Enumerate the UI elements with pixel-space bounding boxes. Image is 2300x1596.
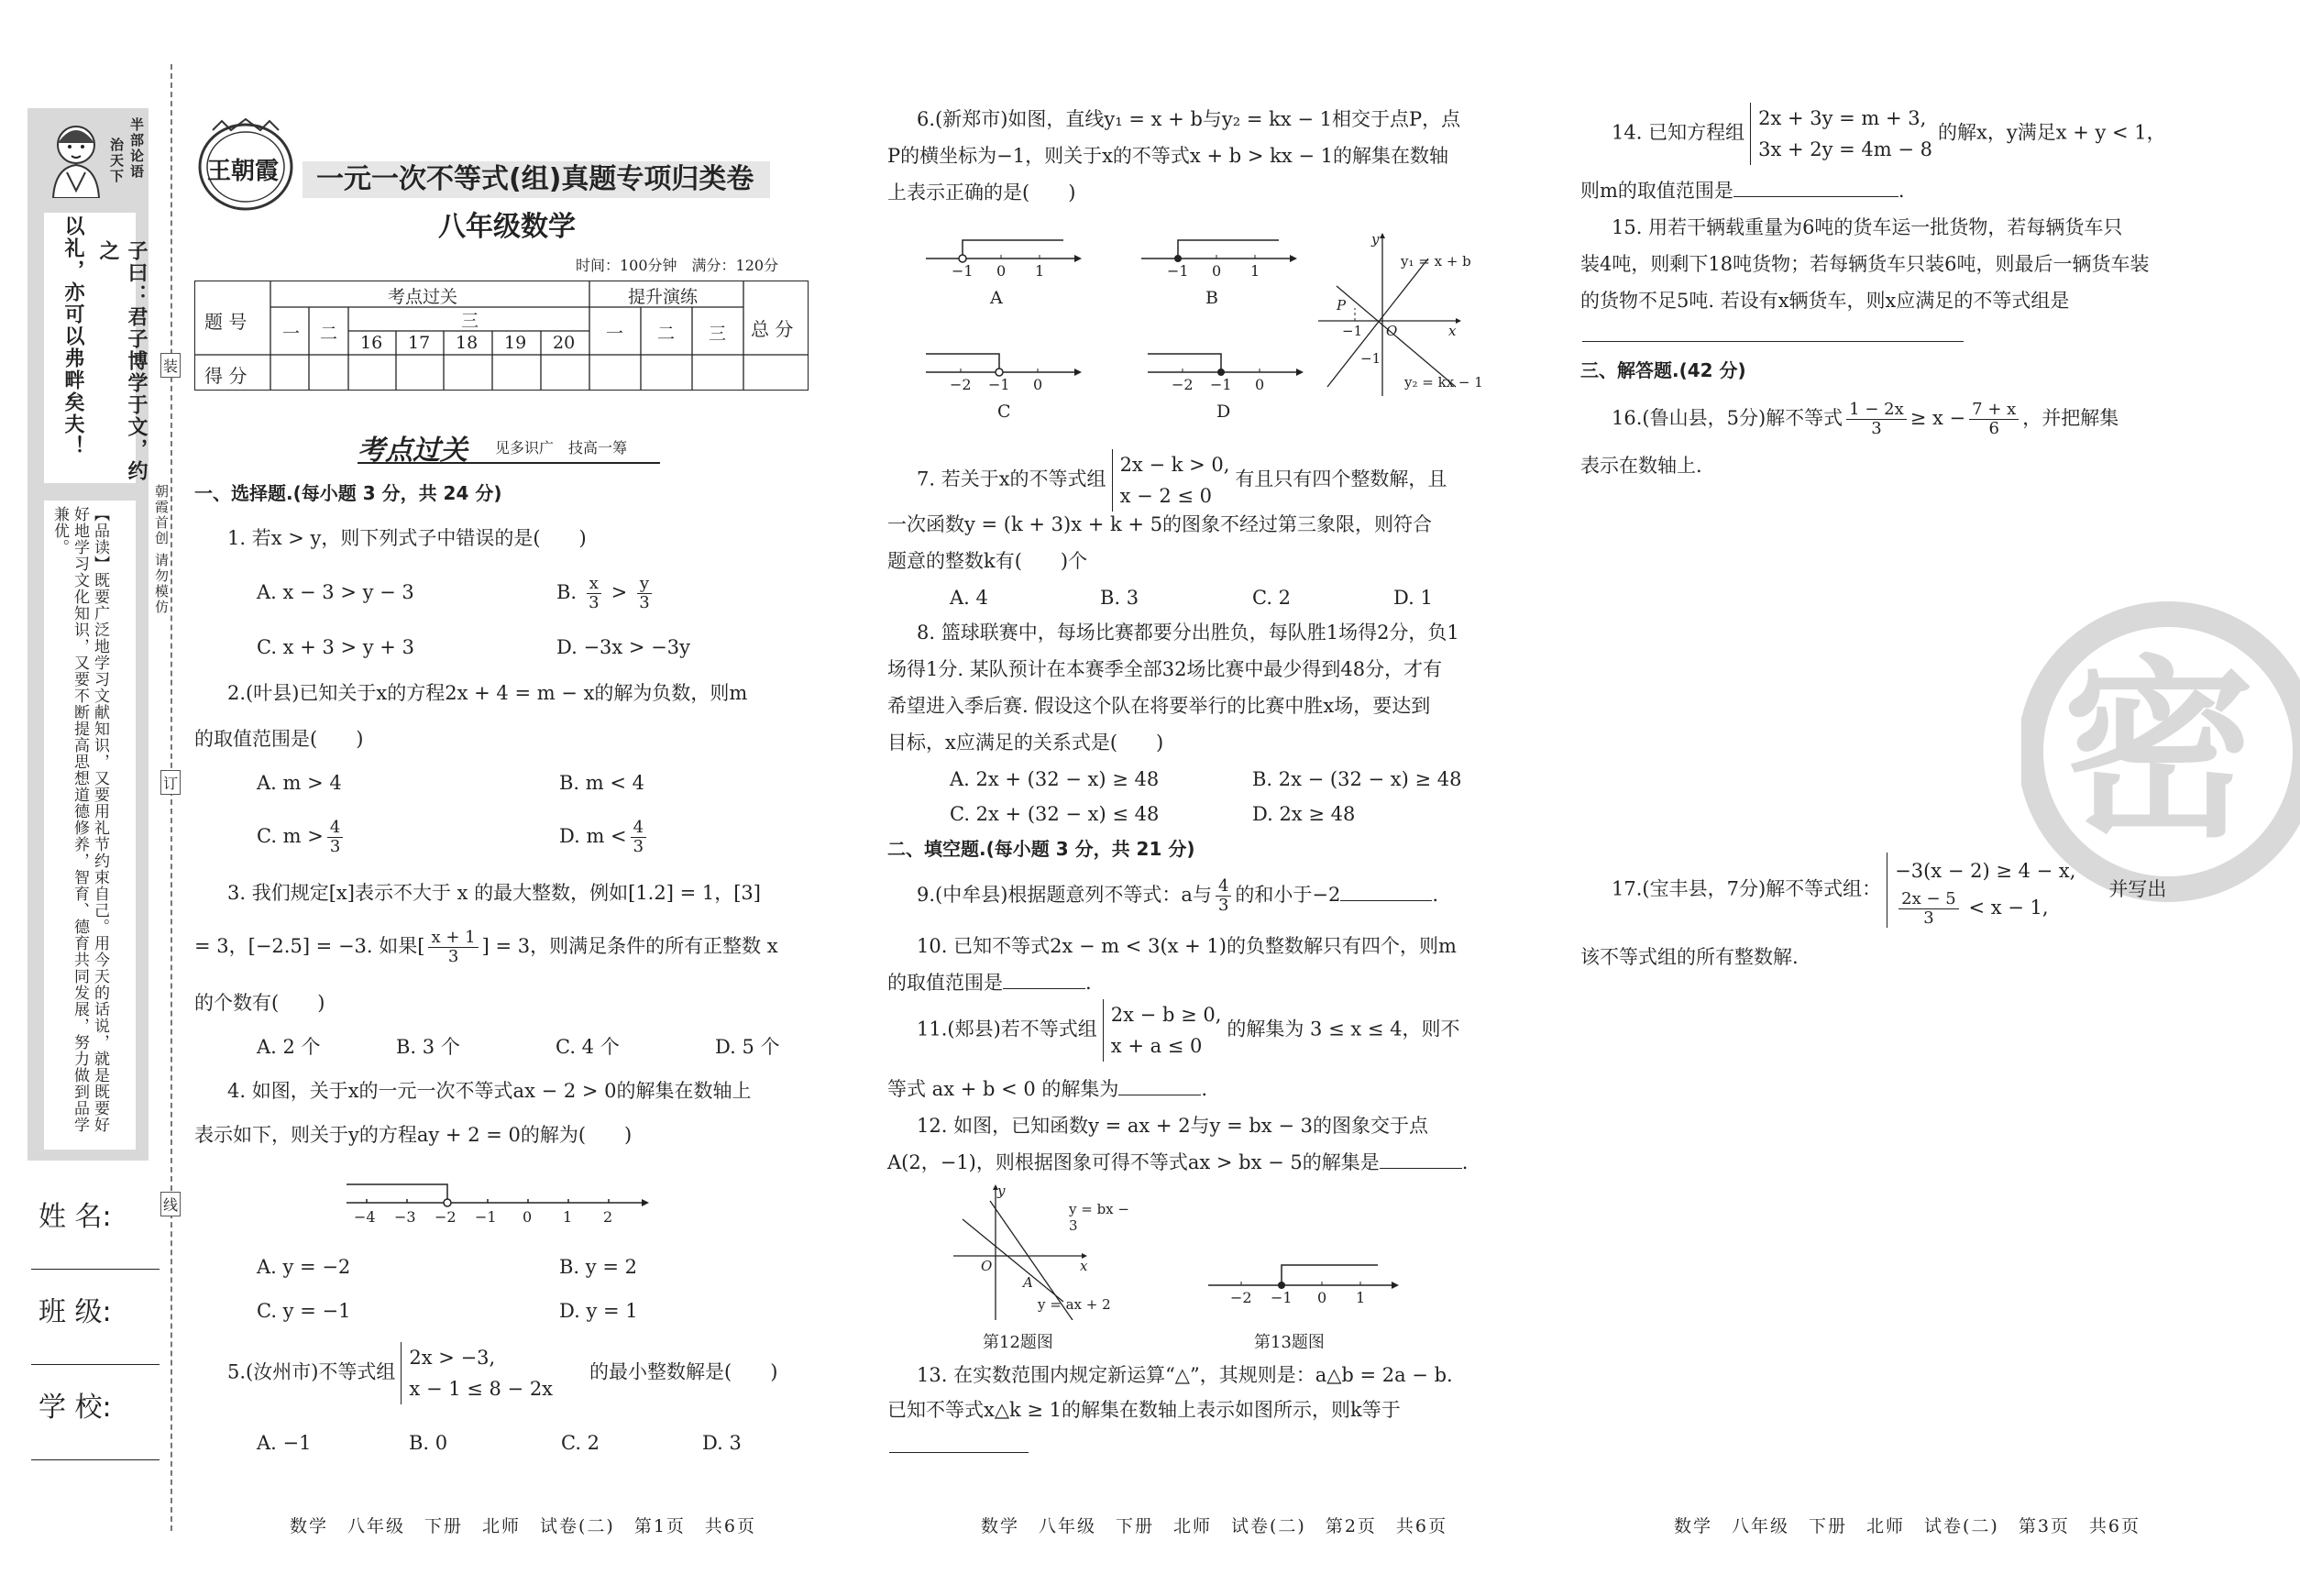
q2-stem-2: 的取值范围是( ) [194, 728, 364, 750]
q12-graph [953, 1183, 1137, 1320]
class-field[interactable] [31, 1364, 160, 1365]
cut-mark-3: 线 [160, 1192, 181, 1216]
q3-option-c[interactable]: C. 4 个 [556, 1036, 620, 1058]
q6c-tick-m1: −1 [988, 376, 1010, 393]
row2-label-cell: 得 分 [204, 365, 248, 387]
ext-col-1: 一 [606, 324, 624, 344]
q4-tick-4: −1 [475, 1208, 497, 1226]
q8-option-d[interactable]: D. 2x ≥ 48 [1252, 803, 1356, 825]
q7-option-a[interactable]: A. 4 [950, 587, 988, 609]
q8-stem-1: 8. 篮球联赛中，每场比赛都要分出胜负，每队胜1场得2分，负1 [917, 622, 1459, 644]
q1-stem: 1. 若x > y，则下列式子中错误的是( ) [227, 527, 587, 549]
read-text: 【品读】既要广泛地学习文献知识，又要用礼节约束自己。用今天的话说，就是既要好好地学习文化知识，又要不断提高思想道德修养，智育、德育共同发展，努力做到品学兼优。 [50, 506, 109, 1133]
q11-answer-blank[interactable] [1118, 1076, 1201, 1095]
q13-answer-blank[interactable] [889, 1452, 1029, 1453]
q9-stem: 9.(中牟县)根据题意列不等式：a与 $\frac{4}{3}$ 的和小于−2 . [917, 876, 1439, 915]
cut-mark-1: 装 [160, 353, 181, 378]
q6a-tick-1: 1 [1035, 262, 1045, 280]
q12g-l2: y = ax + 2 [1038, 1296, 1111, 1313]
section3-title: 三、解答题.(42 分) [1580, 359, 1746, 381]
q2-option-b[interactable]: B. m < 4 [559, 772, 645, 794]
q4-tick-1: −4 [354, 1208, 376, 1226]
motto-sub: 治天下 [108, 138, 125, 184]
q12g-y: y [997, 1183, 1006, 1199]
q4-number-line [347, 1177, 649, 1232]
q13-tick-0: 0 [1317, 1289, 1327, 1306]
q8-option-b[interactable]: B. 2x − (32 − x) ≥ 48 [1252, 768, 1462, 790]
q13-tick-m2: −2 [1230, 1289, 1252, 1306]
col-16: 16 [360, 333, 383, 353]
q4-option-d[interactable]: D. y = 1 [559, 1300, 638, 1322]
brand-logo [194, 117, 297, 213]
total-cell: 总 分 [751, 318, 794, 340]
section-banner [358, 427, 669, 467]
q15-stem-3: 的货物不足5吨. 若设有x辆货车，则x应满足的不等式组是 [1580, 290, 2070, 312]
q10-stem-1: 10. 已知不等式2x − m < 3(x + 1)的负整数解只有四个，则m [917, 935, 1457, 957]
q6-stem-3: 上表示正确的是( ) [887, 182, 1076, 204]
q6g-P: P [1337, 297, 1347, 314]
q6-stem-1: 6.(新郑市)如图，直线y₁ = x + b与y₂ = kx − 1相交于点P，点 [917, 108, 1461, 130]
q1-option-c[interactable]: C. x + 3 > y + 3 [257, 636, 414, 658]
q6c-tick-0: 0 [1033, 376, 1043, 393]
q7-option-c[interactable]: C. 2 [1252, 587, 1292, 609]
q6-option-b-figure[interactable] [1141, 231, 1297, 310]
q6-option-a-figure[interactable] [926, 231, 1082, 310]
q4-tick-3: −2 [435, 1208, 457, 1226]
school-label: 学 校: [39, 1392, 112, 1424]
q8-stem-4: 目标，x应满足的关系式是( ) [887, 732, 1164, 754]
q3-option-a[interactable]: A. 2 个 [257, 1036, 321, 1058]
q4-stem-1: 4. 如图，关于x的一元一次不等式ax − 2 > 0的解集在数轴上 [227, 1080, 752, 1102]
name-label: 姓 名: [39, 1201, 112, 1233]
q13-stem-2: 已知不等式x△k ≥ 1的解集在数轴上表示如图所示，则k等于 [887, 1399, 1401, 1421]
logo-text: 王朝霞 [207, 158, 280, 185]
quote-line-2: 以礼，亦可以弗畔矣夫！ [61, 215, 84, 457]
q8-stem-2: 场得1分. 某队预计在本赛季全部32场比赛中最少得到48分，才有 [887, 658, 1443, 680]
q13-caption: 第13题图 [1254, 1333, 1325, 1352]
q6-graph [1318, 231, 1492, 396]
q2-stem-1: 2.(叶县)已知关于x的方程2x + 4 = m − x的解为负数，则m [227, 682, 748, 704]
q14-stem-2: 则m的取值范围是 . [1580, 180, 1905, 202]
q6-option-c-figure[interactable] [926, 345, 1082, 424]
q12g-l1: y = bx − 3 [1069, 1201, 1129, 1234]
q12g-A: A [1023, 1274, 1033, 1291]
q6g-x: x [1448, 323, 1457, 339]
q15-answer-blank[interactable] [1582, 341, 1964, 342]
sub-three-cell: 三 [461, 311, 479, 331]
page-title: 一元一次不等式(组)真题专项归类卷 [316, 163, 754, 195]
col-18: 18 [456, 333, 479, 353]
q8-option-c[interactable]: C. 2x + (32 − x) ≤ 48 [950, 803, 1160, 825]
watermark-text: 密 [2063, 639, 2256, 864]
section1-title: 一、选择题.(每小题 3 分，共 24 分) [194, 482, 502, 504]
q6g-y: y [1371, 231, 1380, 248]
q12g-x: x [1080, 1258, 1088, 1274]
row1-label-cell: 题 号 [204, 311, 248, 333]
q6-option-b-label: B [1205, 288, 1218, 308]
q17-stem-1: 17.(宝丰县，7分)解不等式组： −3(x − 2) ≥ 4 − x, $\frac{2x - 5}{3}$ < x − 1, 并写出 [1612, 853, 2166, 928]
ext-col-3: 三 [709, 324, 727, 344]
q5-stem: 5.(汝州市)不等式组 2x > −3, x − 1 ≤ 8 − 2x 的最小整数解是( ) [227, 1342, 777, 1404]
cut-mark-2: 订 [160, 770, 181, 795]
q6g-y1: y₁ = x + b [1401, 253, 1471, 270]
q4-option-b[interactable]: B. y = 2 [559, 1256, 637, 1278]
q15-stem-1: 15. 用若干辆载重量为6吨的货车运一批货物，若每辆货车只 [1612, 216, 2123, 238]
q17-stem-2: 该不等式组的所有整数解. [1580, 946, 1799, 968]
col-17: 17 [408, 333, 431, 353]
q3-stem-2: = 3，[−2.5] = −3. 如果[ $\frac{x + 1}{3}$ ] = 3，则满足条件的所有正整数 x [194, 928, 778, 966]
q4-tick-2: −3 [394, 1208, 416, 1226]
q3-stem-3: 的个数有( ) [194, 992, 325, 1014]
q5-option-a[interactable]: A. −1 [257, 1432, 312, 1454]
q14-answer-blank[interactable] [1733, 178, 1898, 197]
q6g-m1y: −1 [1360, 350, 1381, 367]
q15-stem-2: 装4吨，则剩下18吨货物；若每辆货车只装6吨，则最后一辆货车装 [1580, 253, 2150, 275]
q12-stem-2: A(2，−1)，则根据图象可得不等式ax > bx − 5的解集是 . [887, 1151, 1469, 1173]
q1-option-b[interactable]: B. $\frac{x}{3}$ > $\frac{y}{3}$ [556, 574, 655, 612]
footer-page-2: 数学 八年级 下册 北师 试卷(二) 第2页 共6页 [981, 1516, 1448, 1536]
class-label: 班 级: [39, 1296, 112, 1328]
q7-option-b[interactable]: B. 3 [1100, 587, 1139, 609]
name-field[interactable] [31, 1269, 160, 1270]
col-19: 19 [504, 333, 527, 353]
q6d-tick-0: 0 [1255, 376, 1265, 393]
q12g-O: O [981, 1258, 993, 1274]
q7-stem-1: 7. 若关于x的不等式组 2x − k > 0, x − 2 ≤ 0 有且只有四个整数解，且 [917, 449, 1447, 512]
group2-cell: 提升演练 [628, 287, 699, 307]
q6g-O: O [1386, 323, 1398, 339]
section2-title: 二、填空题.(每小题 3 分，共 21 分) [887, 838, 1195, 860]
q6g-y2: y₂ = kx − 1 [1404, 374, 1483, 391]
banner-title: 考点过关 [358, 435, 468, 467]
q16-stem-2: 表示在数轴上. [1580, 455, 1702, 477]
col-20: 20 [553, 333, 576, 353]
q11-stem-2: 等式 ax + b < 0 的解集为 . [887, 1078, 1208, 1100]
q13-number-line [1208, 1258, 1401, 1309]
ext-col-2: 二 [657, 324, 676, 344]
banner-underline [358, 462, 660, 464]
q6d-tick-m1: −1 [1210, 376, 1232, 393]
q11-stem-1: 11.(郏县)若不等式组 2x − b ≥ 0, x + a ≤ 0 的解集为 3 ≤ x ≤ 4，则不 [917, 999, 1460, 1062]
q10-stem-2: 的取值范围是 . [887, 972, 1092, 994]
q12-caption: 第12题图 [983, 1333, 1053, 1352]
q13-tick-m1: −1 [1271, 1289, 1293, 1306]
cut-line [171, 64, 172, 1531]
q7-stem-3: 题意的整数k有( )个 [887, 550, 1088, 572]
q1-option-d[interactable]: D. −3x > −3y [556, 636, 691, 658]
q13-stem-1: 13. 在实数范围内规定新运算“△”，其规则是：a△b = 2a − b. [917, 1364, 1453, 1386]
school-field[interactable] [31, 1459, 160, 1460]
q4-option-c[interactable]: C. y = −1 [257, 1300, 351, 1322]
q6b-tick-0: 0 [1212, 262, 1222, 280]
q16-stem-1: 16.(鲁山县，5分)解不等式 $\frac{1 - 2x}{3}$ ≥ x − $\frac{7 + x}{6}$ ，并把解集 [1612, 400, 2119, 438]
q12-stem-1: 12. 如图，已知函数y = ax + 2与y = bx − 3的图象交于点 [917, 1115, 1428, 1137]
score-grid [194, 281, 809, 391]
q6a-tick-0: 0 [996, 262, 1007, 280]
q8-stem-3: 希望进入季后赛. 假设这个队在将要举行的比赛中胜x场，要达到 [887, 695, 1431, 717]
q2-option-c[interactable]: C. m > $\frac{4}{3}$ [257, 818, 347, 856]
q6c-tick-m2: −2 [950, 376, 972, 393]
q9-answer-blank[interactable] [1340, 882, 1432, 901]
q13-tick-1: 1 [1356, 1289, 1366, 1306]
q5-option-c[interactable]: C. 2 [561, 1432, 600, 1454]
q6a-tick-m1: −1 [952, 262, 974, 280]
col-two-cell: 二 [320, 324, 338, 344]
brand-vertical: 朝霞首创 请勿模仿 [153, 484, 170, 615]
q6-option-d-label: D [1216, 402, 1231, 422]
confucius-icon [35, 117, 117, 198]
motto-small: 半部论语 [128, 117, 145, 180]
q14-stem-1: 14. 已知方程组 2x + 3y = m + 3, 3x + 2y = 4m − 8 的解x，y满足x + y < 1， [1612, 103, 2166, 165]
q4-tick-7: 2 [603, 1208, 613, 1226]
q10-answer-blank[interactable] [1003, 970, 1085, 989]
q6-option-a-label: A [990, 288, 1003, 308]
q6-option-d-figure[interactable] [1148, 345, 1304, 424]
q7-option-d[interactable]: D. 1 [1393, 587, 1433, 609]
q5-option-d[interactable]: D. 3 [702, 1432, 742, 1454]
q6b-tick-1: 1 [1250, 262, 1260, 280]
q2-option-d[interactable]: D. m < $\frac{4}{3}$ [559, 818, 650, 856]
col-one-cell: 一 [282, 324, 301, 344]
q6-option-c-label: C [997, 402, 1011, 422]
q6-stem-2: P的横坐标为−1，则关于x的不等式x + b > kx − 1的解集在数轴 [887, 145, 1448, 167]
q3-option-d[interactable]: D. 5 个 [715, 1036, 780, 1058]
q6d-tick-m2: −2 [1172, 376, 1194, 393]
time-info: 时间：100分钟 满分：120分 [576, 257, 779, 274]
q4-tick-6: 1 [563, 1208, 573, 1226]
q4-option-a[interactable]: A. y = −2 [257, 1256, 351, 1278]
q3-stem-1: 3. 我们规定[x]表示不大于 x 的最大整数，例如[1.2] = 1，[3] [227, 882, 761, 904]
q1-option-a[interactable]: A. x − 3 > y − 3 [257, 581, 414, 603]
footer-page-1: 数学 八年级 下册 北师 试卷(二) 第1页 共6页 [290, 1516, 757, 1536]
q3-option-b[interactable]: B. 3 个 [396, 1036, 460, 1058]
q7-stem-2: 一次函数y = (k + 3)x + k + 5的图象不经过第三象限，则符合 [887, 513, 1433, 535]
quote-line-1: 子曰：君子博学于文，约之 [96, 240, 148, 482]
group1-cell: 考点过关 [388, 287, 458, 307]
q6g-m1x: −1 [1342, 323, 1363, 339]
footer-page-3: 数学 八年级 下册 北师 试卷(二) 第3页 共6页 [1674, 1516, 2141, 1536]
q4-stem-2: 表示如下，则关于y的方程ay + 2 = 0的解为( ) [194, 1124, 633, 1146]
q12-answer-blank[interactable] [1380, 1150, 1462, 1169]
q8-option-a[interactable]: A. 2x + (32 − x) ≥ 48 [950, 768, 1160, 790]
q6b-tick-m1: −1 [1167, 262, 1189, 280]
banner-slogan: 见多识广 技高一筹 [495, 439, 628, 457]
page-subtitle: 八年级数学 [438, 211, 576, 243]
q4-tick-5: 0 [523, 1208, 533, 1226]
q5-option-b[interactable]: B. 0 [409, 1432, 448, 1454]
q2-option-a[interactable]: A. m > 4 [257, 772, 342, 794]
